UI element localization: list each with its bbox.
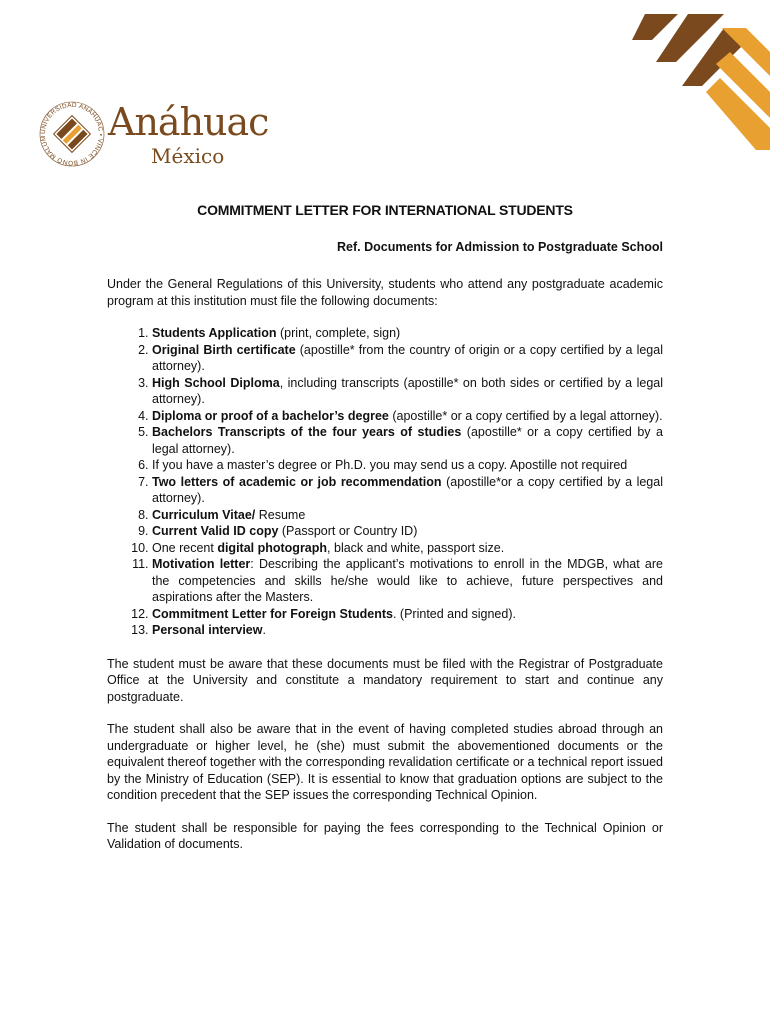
document-list-item: [152, 507, 663, 524]
seal-text: UNIVERSIDAD ANÁHUAC • VINCE IN BONO MALUM: [39, 101, 105, 167]
document-list-item: [152, 556, 663, 606]
item-text: , including transcripts (apostille* on both sides or certified by a legal attorney).: [152, 375, 663, 406]
item-text: (apostille*or a copy certified by a legal attorney).: [152, 474, 663, 505]
intro-paragraph: Under the General Regulations of this University, students who attend any postgraduate academic program at this institution must file the following documents:: [107, 277, 663, 308]
item-text: .: [262, 623, 266, 637]
document-title: COMMITMENT LETTER FOR INTERNATIONAL STUDENTS: [197, 202, 573, 218]
required-documents-list: [107, 325, 663, 639]
item-title: Original Birth certificate: [152, 342, 296, 357]
document-list-item: [152, 342, 663, 375]
document-list-item: [152, 457, 663, 474]
body-paragraph-2: The student shall also be aware that in the event of having completed studies abroad through an undergraduate or higher level, he (she) must submit the abovementioned documents or the equivalent thereof together with the corresponding revalidation certificate or a technical report issued by the Ministry of Education (SEP). It is essential to know that graduation options are subject to the condition precedent that the SEP issues the corresponding Technical Opinion.: [107, 722, 663, 802]
document-list-item: [152, 540, 663, 557]
item-text: . (Printed and signed).: [392, 606, 516, 621]
item-text: One recent: [152, 540, 218, 555]
item-title: Current Valid ID copy: [152, 524, 279, 538]
item-title: Motivation letter: [152, 557, 251, 571]
document-body: [107, 276, 663, 869]
item-text: , black and white, passport size.: [327, 540, 505, 555]
item-text: : Describing the applicant’s motivations to enroll in the MDGB, what are the competencies and skills he/she would like to achieve, future perspectives and aspirations after the Masters.: [152, 557, 663, 604]
document-list-item: [152, 606, 663, 623]
item-title: Two letters of academic or job recommendation: [152, 474, 442, 489]
item-text: (apostille* or a copy certified by a legal attorney).: [388, 408, 663, 423]
item-title: Students Application: [152, 326, 277, 340]
corner-stripes-graphic: [620, 0, 770, 150]
item-title: digital photograph: [217, 540, 328, 555]
item-text: (print, complete, sign): [276, 326, 401, 340]
brand-subtitle: México: [151, 144, 225, 168]
item-title: Personal interview: [152, 623, 263, 637]
document-list-item: [152, 424, 663, 457]
document-list-item: [152, 325, 663, 342]
item-title: Bachelors Transcripts of the four years of studies: [152, 425, 462, 439]
document-list-item: [152, 408, 663, 425]
body-paragraph-3: The student shall be responsible for paying the fees corresponding to the Technical Opinion or Validation of documents.: [107, 820, 663, 851]
item-text: Resume: [255, 507, 306, 522]
item-text: (Passport or Country ID): [278, 524, 418, 538]
university-logo: [38, 100, 278, 174]
document-list-item: [152, 523, 663, 540]
item-title: Diploma or proof of a bachelor’s degree: [152, 408, 389, 423]
item-title: Curriculum Vitae/: [152, 507, 256, 522]
item-text: If you have a master’s degree or Ph.D. you may send us a copy. Apostille not required: [152, 458, 628, 472]
document-list-item: [152, 375, 663, 408]
item-text: (apostille* from the country of origin or a copy certified by a legal attorney).: [152, 342, 663, 373]
item-text: (apostille* or a copy certified by a legal attorney).: [152, 425, 663, 456]
item-title: Commitment Letter for Foreign Students: [152, 606, 393, 621]
item-title: High School Diploma: [152, 375, 280, 390]
document-list-item: [152, 474, 663, 507]
document-list-item: [152, 622, 663, 639]
reference-line: Ref. Documents for Admission to Postgraduate School: [337, 240, 663, 254]
body-paragraph-1: The student must be aware that these documents must be filed with the Registrar of Postgraduate Office at the University and constitute a mandatory requirement to start and continue any postgraduate.: [107, 656, 663, 704]
university-seal-icon: [38, 100, 106, 168]
brand-name: Anáhuac: [108, 100, 269, 144]
